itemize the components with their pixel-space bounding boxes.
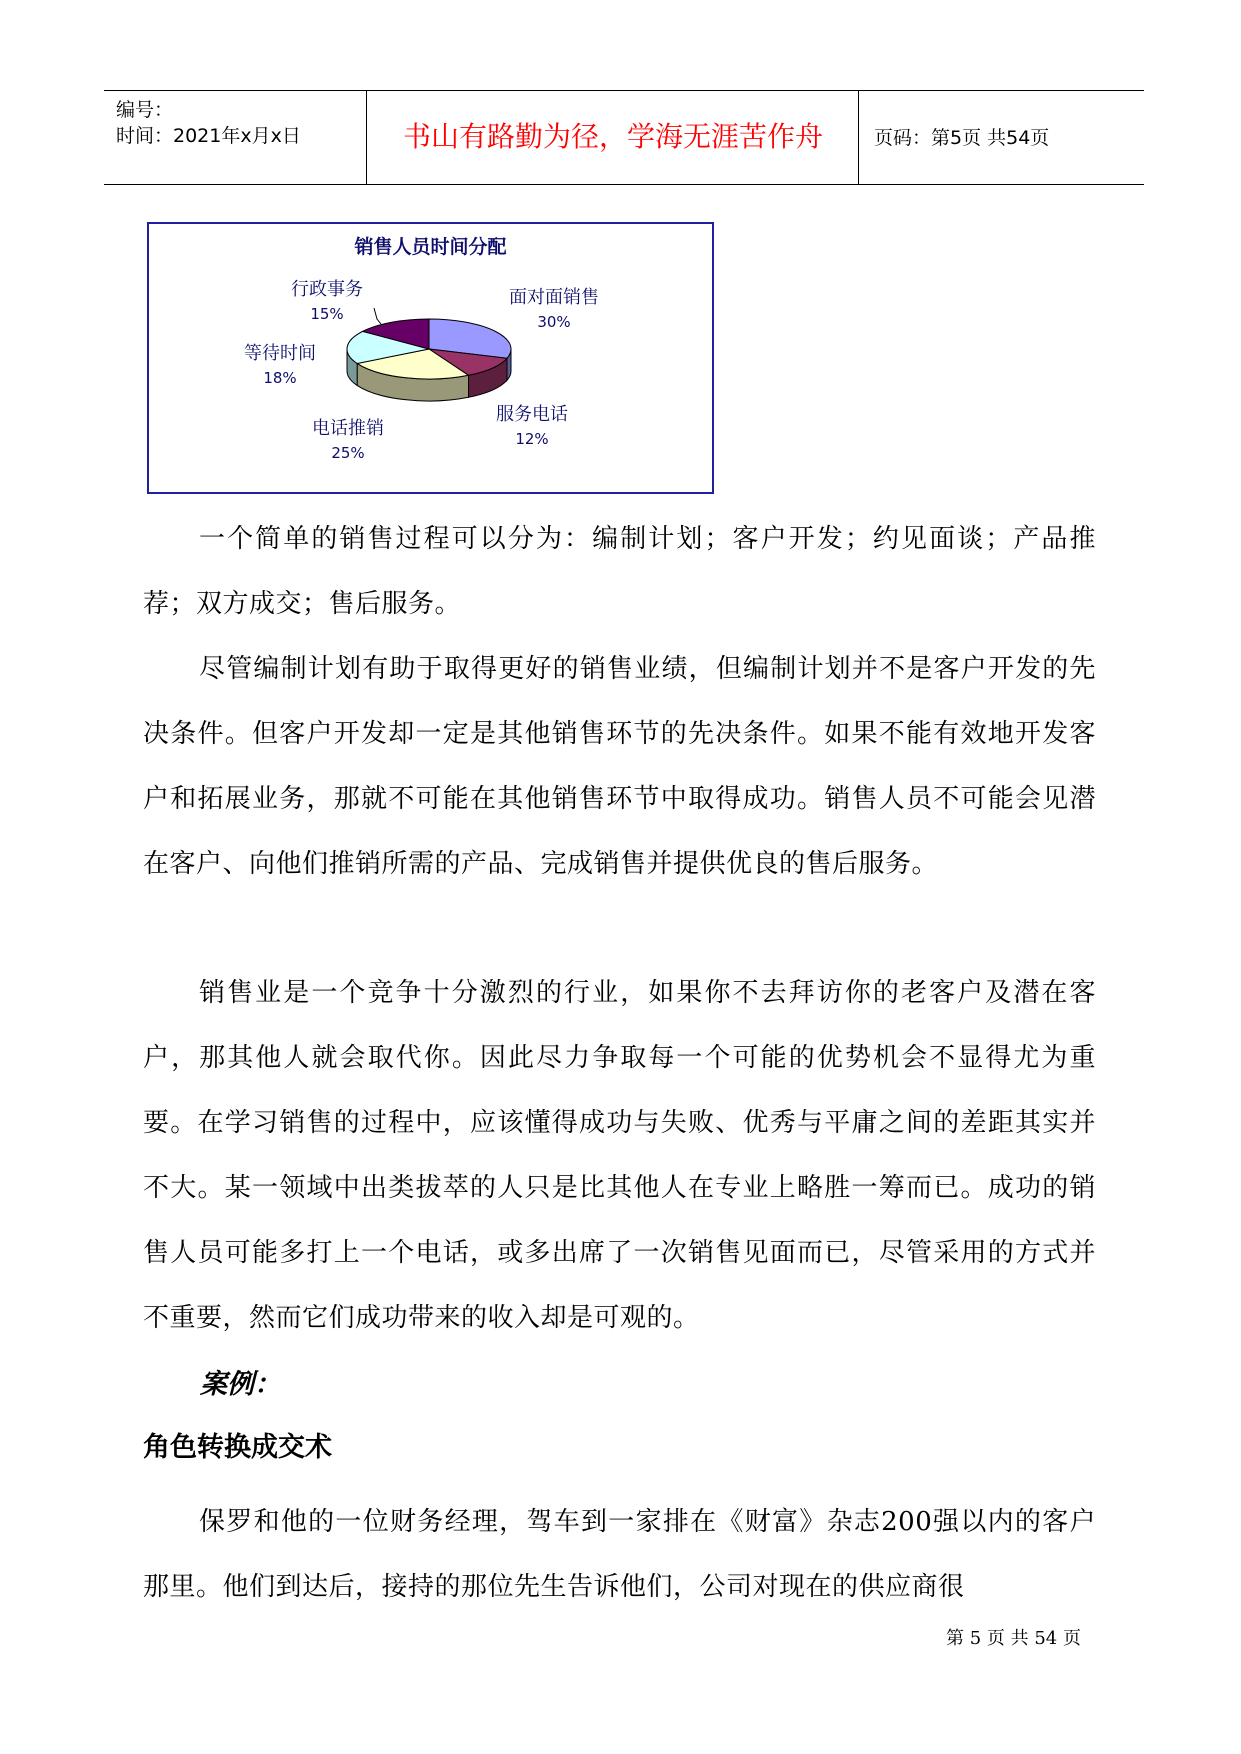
chart-title: 销售人员时间分配 bbox=[354, 236, 507, 258]
label-admin-name: 行政事务 bbox=[291, 279, 363, 300]
label-face bbox=[499, 286, 609, 334]
paragraph-2: 尽管编制计划有助于取得更好的销售业绩，但编制计划并不是客户开发的先决条件。但客户开发却一定是其他销售环节的先决条件。如果不能有效地开发客户和拓展业务，那就不可能在其他销售环节中取得成功。销售人员不可能会见潜在客户、向他们推销所需的产品、完成销售并提供优良的售后服务。 bbox=[143, 654, 1096, 879]
label-wait-pct: 18% bbox=[263, 369, 297, 387]
header-page-label: 页码：第5页 共54页 bbox=[874, 127, 1050, 149]
case-heading: 案例： bbox=[200, 1369, 281, 1400]
pie-svg bbox=[149, 224, 712, 492]
header-motto: 书山有路勤为径，学海无涯苦作舟 bbox=[402, 120, 823, 153]
label-face-name: 面对面销售 bbox=[509, 287, 599, 308]
time-label: 时间：2021年x月x日 bbox=[116, 125, 301, 147]
section-title: 角色转换成交术 bbox=[143, 1432, 332, 1463]
label-service-name: 服务电话 bbox=[496, 404, 568, 425]
paragraph-3: 销售业是一个竞争十分激烈的行业，如果你不去拜访你的老客户及潜在客户，那其他人就会取代你。因此尽力争取每一个可能的优势机会不显得尤为重要。在学习销售的过程中，应该懂得成功与失败、优秀与平庸之间的差距其实并不大。某一领域中出类拔萃的人只是比其他人在专业上略胜一筹而已。成功的销售人员可能多打上一个电话，或多出席了一次销售见面而已，尽管采用的方式并不重要，然而它们成功带来的收入却是可观的。 bbox=[143, 978, 1096, 1333]
paragraph-1: 一个简单的销售过程可以分为：编制计划；客户开发；约见面谈；产品推荐；双方成交；售后服务。 bbox=[143, 524, 1096, 619]
header-right-cell bbox=[860, 91, 1144, 184]
pie-chart bbox=[147, 222, 714, 494]
label-admin-pct: 15% bbox=[310, 305, 344, 323]
label-phone bbox=[312, 417, 384, 465]
label-phone-name: 电话推销 bbox=[312, 418, 384, 439]
number-label: 编号： bbox=[116, 99, 174, 121]
header-center-cell bbox=[368, 91, 859, 184]
label-wait-name: 等待时间 bbox=[244, 343, 316, 364]
label-admin bbox=[291, 278, 363, 326]
paragraph-4: 保罗和他的一位财务经理，驾车到一家排在《财富》杂志200强以内的客户那里。他们到达后，接持的那位先生告诉他们，公司对现在的供应商很 bbox=[143, 1507, 1096, 1602]
page-footer: 第 5 页 共 54 页 bbox=[946, 1628, 1081, 1649]
label-face-pct: 30% bbox=[537, 313, 571, 331]
label-phone-pct: 25% bbox=[331, 444, 365, 462]
label-service bbox=[496, 403, 568, 451]
page-header bbox=[104, 90, 1144, 185]
label-service-pct: 12% bbox=[515, 430, 549, 448]
header-left-cell bbox=[104, 91, 367, 184]
leader-line-admin bbox=[374, 308, 381, 324]
label-wait bbox=[244, 342, 316, 390]
